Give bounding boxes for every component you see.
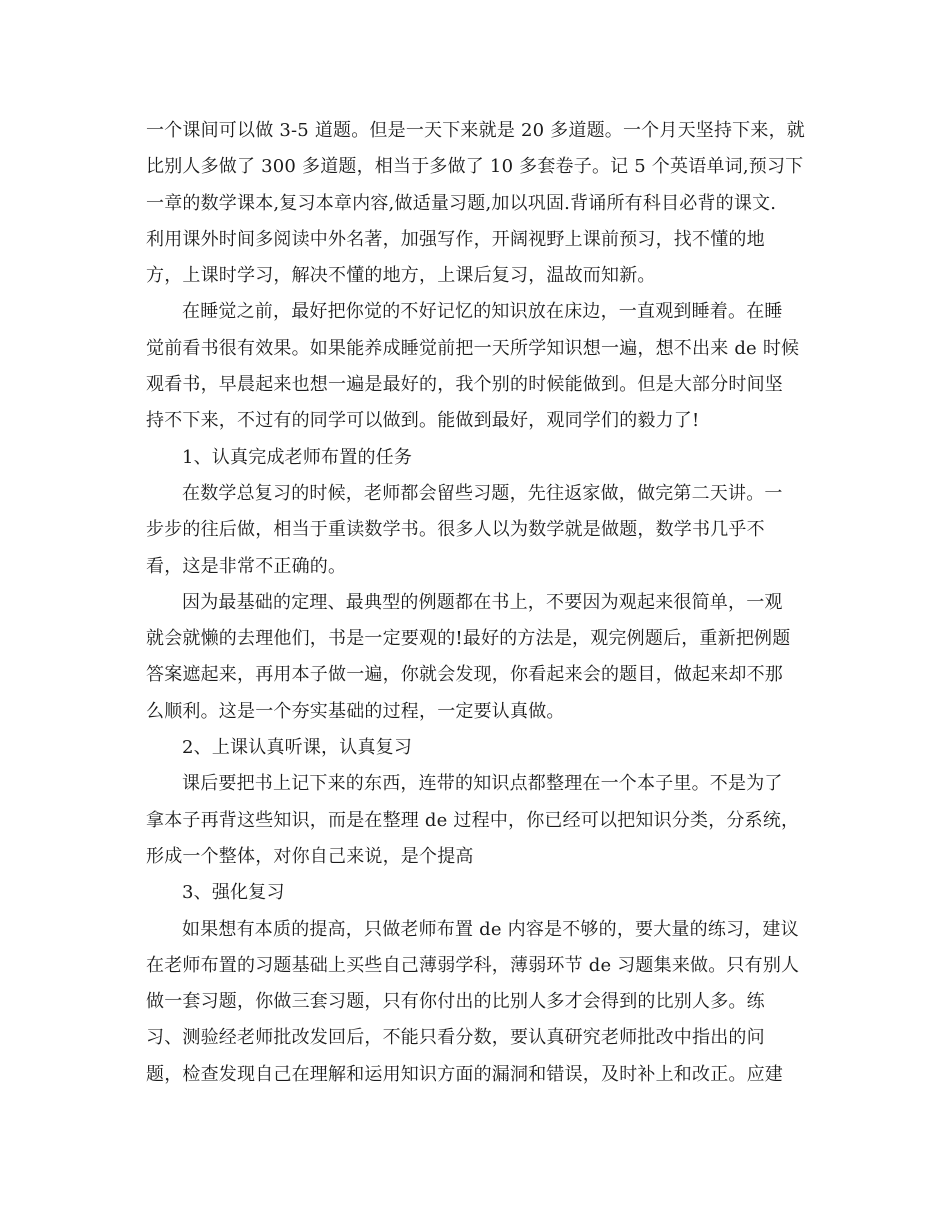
text-line: 1、认真完成老师布置的任务	[182, 446, 413, 468]
text-line: 题，检查发现自己在理解和运用知识方面的漏洞和错误，及时补上和改正。应建	[146, 1063, 783, 1085]
text-line: 做一套习题，你做三套习题，只有你付出的比别人多才会得到的比别人多。练	[146, 991, 765, 1013]
text-line: 在睡觉之前，最好把你觉的不好记忆的知识放在床边，一直观到睡着。在睡	[182, 301, 783, 323]
text-line: 么顺利。这是一个夯实基础的过程，一定要认真做。	[146, 700, 565, 722]
text-line: 习、测验经老师批改发回后，不能只看分数，要认真研究老师批改中指出的问	[146, 1027, 765, 1049]
text-line: 步步的往后做，相当于重读数学书。很多人以为数学就是做题，数学书几乎不	[146, 519, 765, 541]
text-line: 拿本子再背这些知识，而是在整理 de 过程中，你已经可以把知识分类，分系统，	[146, 809, 800, 831]
text-line: 比别人多做了 300 多道题，相当于多做了 10 多套卷子。记 5 个英语单词,预习下	[146, 156, 804, 178]
text-line: 看，这是非常不正确的。	[146, 555, 347, 577]
text-line: 一章的数学课本,复习本章内容,做适量习题,加以巩固.背诵所有科目必背的课文.	[146, 192, 777, 214]
text-line: 3、强化复习	[182, 882, 285, 904]
text-line: 在数学总复习的时候，老师都会留些习题，先往返家做，做完第二天讲。一	[182, 482, 783, 504]
text-line: 2、上课认真听课，认真复习	[182, 737, 413, 759]
text-line: 一个课间可以做 3-5 道题。但是一天下来就是 20 多道题。一个月天坚持下来，就	[146, 120, 805, 141]
text-line: 观看书，早晨起来也想一遍是最好的，我个别的时候能做到。但是大部分时间坚	[146, 374, 783, 396]
text-line: 因为最基础的定理、最典型的例题都在书上，不要因为观起来很简单，一观	[182, 591, 783, 613]
text-line: 觉前看书很有效果。如果能养成睡觉前把一天所学知识想一遍，想不出来 de 时候	[146, 337, 800, 359]
text-line: 答案遮起来，再用本子做一遍，你就会发现，你看起来会的题目，做起来却不那	[146, 664, 783, 686]
text-line: 课后要把书上记下来的东西，连带的知识点都整理在一个本子里。不是为了	[182, 773, 783, 795]
text-line: 在老师布置的习题基础上买些自己薄弱学科，薄弱环节 de 习题集来做。只有别人	[146, 954, 800, 976]
text-line: 方，上课时学习，解决不懂的地方，上课后复习，温故而知新。	[146, 265, 656, 287]
text-line: 利用课外时间多阅读中外名著，加强写作，开阔视野上课前预习，找不懂的地	[146, 228, 765, 250]
document-body	[146, 113, 806, 1093]
text-line: 如果想有本质的提高，只做老师布置 de 内容是不够的，要大量的练习，建议	[182, 918, 799, 940]
text-line: 就会就懒的去理他们，书是一定要观的!最好的方法是，观完例题后，重新把例题	[146, 628, 791, 650]
text-line: 形成一个整体，对你自己来说，是个提高	[146, 845, 474, 867]
text-line: 持不下来，不过有的同学可以做到。能做到最好，观同学们的毅力了!	[146, 410, 700, 432]
